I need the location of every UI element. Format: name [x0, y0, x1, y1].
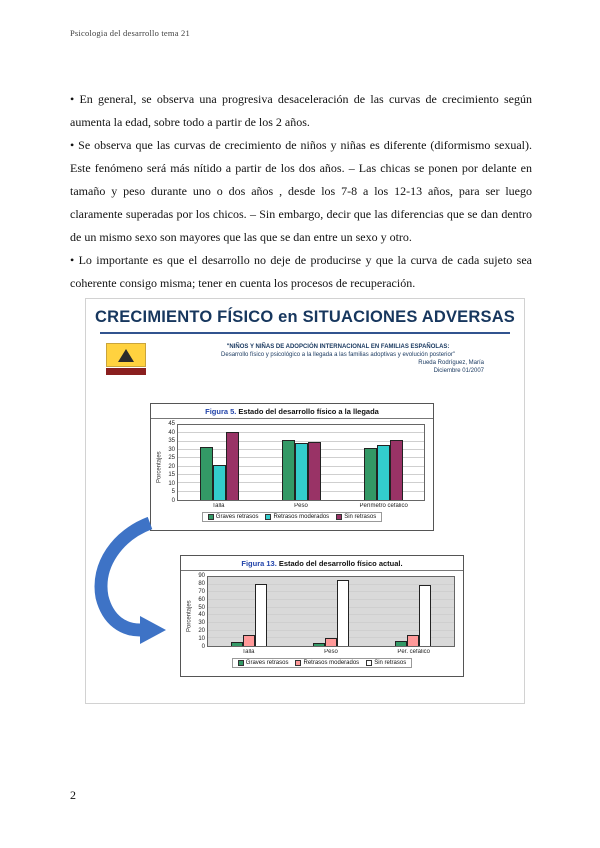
y-axis-ticks	[164, 421, 177, 504]
bar	[395, 641, 407, 646]
legend-swatch	[265, 514, 271, 520]
y-axis-tick: 15	[168, 472, 175, 479]
logo-red-caption-bar	[106, 368, 146, 375]
bar	[377, 445, 390, 500]
bar-group	[260, 425, 342, 500]
y-axis-tick: 20	[198, 628, 205, 635]
legend-swatch	[336, 514, 342, 520]
figure5-chart	[150, 403, 434, 531]
embedded-slide-image	[85, 298, 525, 704]
y-axis-tick: 0	[171, 497, 175, 504]
y-axis-ticks	[194, 573, 207, 650]
bar	[364, 448, 377, 500]
citation-line: "NIÑOS Y NIÑAS DE ADOPCIÓN INTERNACIONAL EN FAMILIAS ESPAÑOLAS:	[226, 344, 450, 350]
figure5-legend	[202, 512, 382, 522]
bar	[313, 643, 325, 646]
bar	[255, 584, 267, 646]
bar	[243, 635, 255, 646]
bar	[295, 443, 308, 500]
paragraph: • En general, se observa una progresiva desaceleración de las curvas de crecimiento según aumenta la edad, sobre todo a partir de los 2 años.	[70, 92, 532, 129]
logo-yellow-panel	[106, 343, 146, 367]
figure13-caption: Estado del desarrollo físico actual.	[278, 559, 403, 568]
y-axis-tick: 35	[168, 438, 175, 445]
curved-arrow-icon	[88, 517, 172, 647]
legend-label: Graves retrasos	[245, 660, 289, 666]
bar-group	[342, 425, 424, 500]
citation-line: Desarrollo físico y psicológico a la llegada a las familias adoptivas y evolución posterior"	[221, 352, 455, 358]
bar-group	[208, 577, 290, 646]
figure5-title	[151, 404, 433, 419]
plot	[207, 576, 455, 647]
y-axis-tick: 10	[198, 636, 205, 642]
body-text	[70, 88, 532, 295]
bar	[390, 440, 403, 500]
legend-label: Sin retrasos	[344, 514, 377, 520]
legend-label: Sin retrasos	[374, 660, 407, 666]
legend-swatch	[366, 660, 372, 666]
legend-label: Retrasos moderados	[303, 660, 360, 666]
title-underline-rule	[100, 332, 510, 334]
paragraph: • Se observa que las curvas de crecimiento de niños y niñas es diferente (diformismo sexual). Este fenómeno será más nítido a partir de los dos años. – Las chicas se ponen por delante en tamaño y peso durante uno o dos años , desde los 7-8 a los 12-13 años, para ser luego claramente superadas por los chicos. – Sin embargo, decir que las diferencias que se dan dentro de un mismo sexo son mayores que las que se dan entre un sexo y otro.	[70, 138, 532, 244]
legend-swatch	[238, 660, 244, 666]
x-axis-label: Peso	[324, 648, 338, 655]
x-axis-label: Perímetro cefálico	[359, 502, 408, 509]
legend-item	[295, 660, 359, 666]
y-axis-tick: 5	[171, 489, 175, 496]
bar-group	[372, 577, 454, 646]
bar-group	[178, 425, 260, 500]
page-number: 2	[70, 788, 76, 802]
figure5-caption: Estado del desarrollo físico a la llegada	[238, 407, 379, 416]
bar	[337, 580, 349, 646]
legend-item	[336, 514, 376, 520]
x-axis-label: Talla	[242, 648, 255, 655]
figure13-number: Figura 13.	[241, 559, 277, 568]
legend-item	[238, 660, 289, 666]
legend-item	[366, 660, 406, 666]
y-axis-tick: 90	[198, 573, 205, 579]
legend-label: Retrasos moderados	[273, 514, 330, 520]
running-header: Psicologia del desarrollo tema 21	[70, 28, 190, 38]
slide-citation	[166, 343, 510, 375]
y-axis-tick: 40	[198, 612, 205, 619]
paragraph: • Lo importante es que el desarrollo no deje de producirse y que la curva de cada sujeto sea coherente consigo misma; tener en cuenta los procesos de recuperación.	[70, 253, 532, 290]
y-axis-tick: 25	[168, 455, 175, 462]
slide-title: CRECIMIENTO FÍSICO en SITUACIONES ADVERSAS	[94, 308, 516, 326]
y-axis-tick: 50	[198, 604, 205, 611]
foundation-logo-icon	[106, 343, 146, 375]
bar	[407, 635, 419, 647]
y-axis-tick: 60	[198, 596, 205, 603]
figure13-plot-area	[185, 573, 455, 656]
bar	[325, 638, 337, 646]
legend-item	[208, 514, 259, 520]
plot-wrap	[177, 424, 425, 510]
y-axis-tick: 45	[168, 421, 175, 427]
x-axis-labels	[177, 501, 425, 510]
x-axis-label: Peso	[294, 502, 308, 509]
logo-triangle-glyph	[118, 349, 134, 362]
figure13-chart	[180, 555, 464, 677]
figure13-title	[181, 556, 463, 571]
citation-line: Rueda Rodríguez, María	[418, 360, 484, 366]
y-axis-tick: 30	[198, 620, 205, 627]
bar	[419, 585, 431, 646]
legend-swatch	[208, 514, 214, 520]
y-axis-title: Porcentajes	[156, 451, 163, 483]
figure5-plot-area	[155, 421, 425, 510]
bar	[282, 440, 295, 500]
bar	[226, 432, 239, 500]
x-axis-label: Per. cefálico	[397, 648, 431, 655]
y-axis-tick: 30	[168, 446, 175, 453]
legend-label: Graves retrasos	[215, 514, 259, 520]
citation-line: Diciembre 01/2007	[433, 368, 484, 374]
y-axis-tick: 10	[168, 480, 175, 487]
y-axis-tick: 80	[198, 580, 205, 587]
y-axis-tick: 20	[168, 463, 175, 470]
bar	[213, 465, 226, 500]
legend-item	[265, 514, 329, 520]
legend-swatch	[295, 660, 301, 666]
plot-wrap	[207, 576, 455, 656]
figure5-number: Figura 5.	[205, 407, 237, 416]
y-axis-tick: 40	[168, 429, 175, 436]
figure13-legend	[232, 658, 412, 668]
y-axis-tick: 70	[198, 588, 205, 595]
bar	[231, 642, 243, 646]
y-axis-tick: 0	[201, 643, 205, 650]
bar-group	[290, 577, 372, 646]
bar	[308, 442, 321, 500]
y-axis-title: Porcentajes	[186, 600, 193, 632]
plot	[177, 424, 425, 501]
bar	[200, 447, 213, 500]
x-axis-labels	[207, 647, 455, 656]
x-axis-label: Talla	[212, 502, 225, 509]
